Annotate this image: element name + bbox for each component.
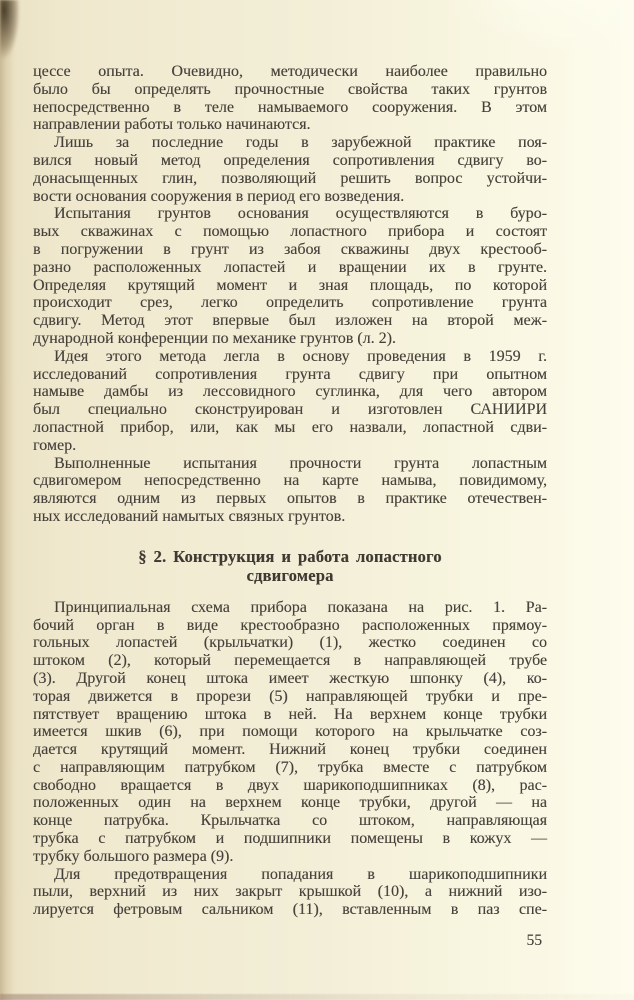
paragraph — [33, 455, 547, 526]
text-line: Идея этого метода легла в основу проведения в 1959 г. — [54, 347, 547, 365]
page-edge-shadow-topleft — [0, 0, 30, 120]
text-line: (3). Другой конец штока имеет жесткую шпонку (4), ко- — [33, 669, 547, 687]
paragraph — [33, 205, 547, 347]
text-line: исследований сопротивления грунта сдвигу при опытном — [33, 365, 547, 383]
text-line: вости основания сооружения в период его возведения. — [33, 187, 405, 205]
section-heading — [33, 547, 547, 586]
text-line: было бы определять прочностные свойства таких грунтов — [33, 80, 547, 98]
text-line: цессе опыта. Очевидно, методически наиболее правильно — [33, 63, 547, 80]
text-line: лируется фетровым сальником (11), вставленным в паз спе- — [33, 901, 547, 919]
text-line: трубку большого размера (9). — [33, 847, 234, 865]
text-line: направлении работы только начинаются. — [33, 116, 311, 134]
text-column — [33, 63, 547, 949]
text-line: торая движется в прорези (5) направляющей трубки и пре- — [33, 687, 547, 705]
text-line: являются одним из первых опытов в практике отечествен- — [33, 490, 547, 508]
text-line: был специально сконструирован и изготовлен САНИИРИ — [33, 401, 547, 419]
text-line: в погружении в грунт из забоя скважины двух крестооб- — [33, 240, 547, 258]
text-line: Определяя крутящий момент и зная площадь, по которой — [33, 276, 547, 294]
section-heading-line: сдвигомера — [246, 566, 334, 586]
text-line: гольных лопастей (крыльчатки) (1), жестко соединен со — [33, 634, 547, 652]
text-line: вился новый метод определения сопротивления сдвигу во- — [33, 151, 547, 169]
page-edge-left — [0, 0, 14, 1000]
text-line: бочий орган в виде крестообразно расположенных прямоу- — [33, 616, 547, 634]
paragraph — [33, 63, 547, 134]
text-line: трубка с патрубком и подшипники помещены в кожух — — [33, 830, 547, 848]
text-line: с направляющим патрубком (7), трубка вместе с патрубком — [33, 758, 547, 776]
text-line: конце патрубка. Крыльчатка со штоком, направляющая — [33, 812, 547, 830]
text-line: пыли, верхний из них закрыт крышкой (10), а нижний изо- — [33, 883, 547, 901]
text-line: Лишь за последние годы в зарубежной практике поя- — [54, 134, 547, 152]
text-line: Для предотвращения попадания в шарикоподшипники — [54, 865, 547, 883]
text-line: положенных один на верхнем конце трубки, другой — на — [33, 794, 547, 812]
page-number: 55 — [526, 932, 542, 950]
text-line: Выполненные испытания прочности грунта лопастным — [54, 454, 547, 472]
text-line: донасыщенных глин, позволяющий решить вопрос устойчи- — [33, 169, 547, 187]
text-line: намыве дамбы из лессовидного суглинка, для чего автором — [33, 383, 547, 401]
text-line: пятствует вращению штока в ней. На верхнем конце трубки — [33, 705, 547, 723]
section-heading-line: § 2. Конструкция и работа лопастного — [138, 546, 442, 566]
paragraph — [33, 599, 547, 866]
text-line: штоком (2), который перемещается в направляющей трубе — [33, 652, 547, 670]
text-line: имеется шкив (6), при помощи которого на крыльчатке соз- — [33, 723, 547, 741]
paragraph — [33, 866, 547, 919]
text-line: дународной конференции по механике грунтов (л. 2). — [33, 329, 396, 347]
text-line: вых скважинах с помощью лопастного прибора и состоят — [33, 223, 547, 241]
text-line: ных исследований намытых связных грунтов. — [33, 507, 346, 525]
text-line: разно расположенных лопастей и вращении их в грунте. — [33, 258, 547, 276]
text-line: Испытания грунтов основания осуществляются в буро- — [54, 205, 547, 223]
text-line: гомер. — [33, 436, 77, 454]
text-line: свободно вращается в двух шарикоподшипниках (8), рас- — [33, 776, 547, 794]
paragraph — [33, 134, 547, 205]
paragraph — [33, 348, 547, 455]
text-line: лопастной прибор, или, как мы его назвали, лопастной сдви- — [33, 418, 547, 436]
text-line: непосредственно в теле намываемого сооружения. В этом — [33, 98, 547, 116]
text-line: Принципиальная схема прибора показана на рис. 1. Ра- — [54, 598, 547, 616]
text-line: происходит срез, легко определить сопротивление грунта — [33, 294, 547, 312]
text-line: сдвигу. Метод этот впервые был изложен на второй меж- — [33, 312, 547, 330]
text-line: сдвигомером непосредственно на карте намыва, повидимому, — [33, 472, 547, 490]
text-line: дается крутящий момент. Нижний конец трубки соединен — [33, 741, 547, 759]
page-edge-bottom — [0, 994, 634, 1000]
